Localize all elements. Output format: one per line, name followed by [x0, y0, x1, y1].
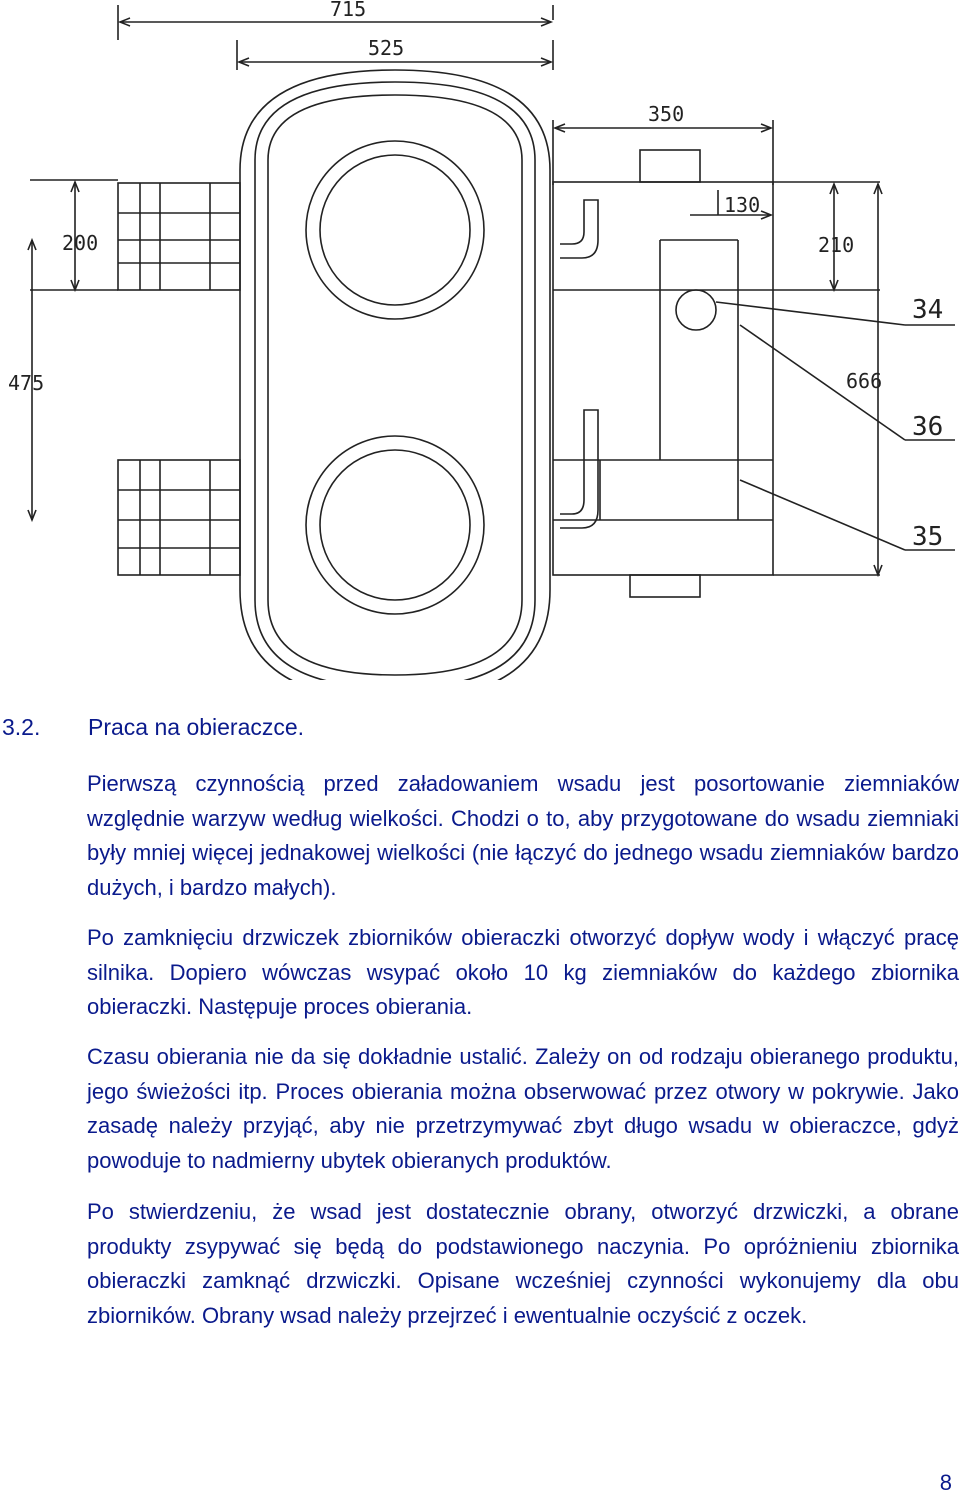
dim-666: 666: [846, 369, 883, 393]
dim-130: 130: [724, 193, 761, 217]
page-number: 8: [939, 1470, 952, 1495]
dim-715: 715: [330, 0, 367, 21]
paragraph-start: Po zamknięciu drzwiczek zbiorników obieraczki otworzyć dopływ wody i włączyć pracę silnika. Dopiero wówczas wsypać około 10 kg ziemniaków do każdego zbiornika obieraczki. Następuje proces obierania.: [87, 925, 959, 1019]
dim-475: 475: [8, 371, 45, 395]
dim-210: 210: [818, 233, 855, 257]
paragraph-duration: Czasu obierania nie da się dokładnie ustalić. Zależy on od rodzaju obieranego produktu, jego świeżości itp. Proces obierania można obserwować przez otwory w pokrywie. Jako zasadę należy przyjąć, aby nie przetrzymywać zbyt długo wsadu w obieraczce, gdyż powoduje to nadmierny ubytek obieranych produktów.: [87, 1044, 959, 1173]
technical-drawing: [0, 0, 960, 680]
callout-35: 35: [912, 522, 944, 552]
section-title: Praca na obieraczce.: [88, 714, 305, 740]
section-number: 3.2.: [2, 714, 41, 740]
dim-350: 350: [648, 102, 685, 126]
paragraph-sorting: Pierwszą czynnością przed załadowaniem wsadu jest posortowanie ziemniaków względnie warzyw według wielkości. Chodzi o to, aby przygotowane do wsadu ziemniaki były mniej więcej jednakowej wielkości (nie łączyć do jednego wsadu ziemniaków bardzo dużych, i bardzo małych).: [87, 771, 959, 900]
dim-525: 525: [368, 36, 405, 60]
dim-200: 200: [62, 231, 99, 255]
callout-36: 36: [912, 412, 944, 442]
callout-34: 34: [912, 295, 944, 325]
paragraph-emptying: Po stwierdzeniu, że wsad jest dostatecznie obrany, otworzyć drzwiczki, a obrane produkty zsypywać się będą do podstawionego naczynia. Po opróżnieniu zbiornika obieraczki zamknąć drzwiczki. Opisane wcześniej czynności wykonujemy dla obu zbiorników. Obrany wsad należy przejrzeć i ewentualnie oczyścić z oczek.: [87, 1199, 959, 1328]
